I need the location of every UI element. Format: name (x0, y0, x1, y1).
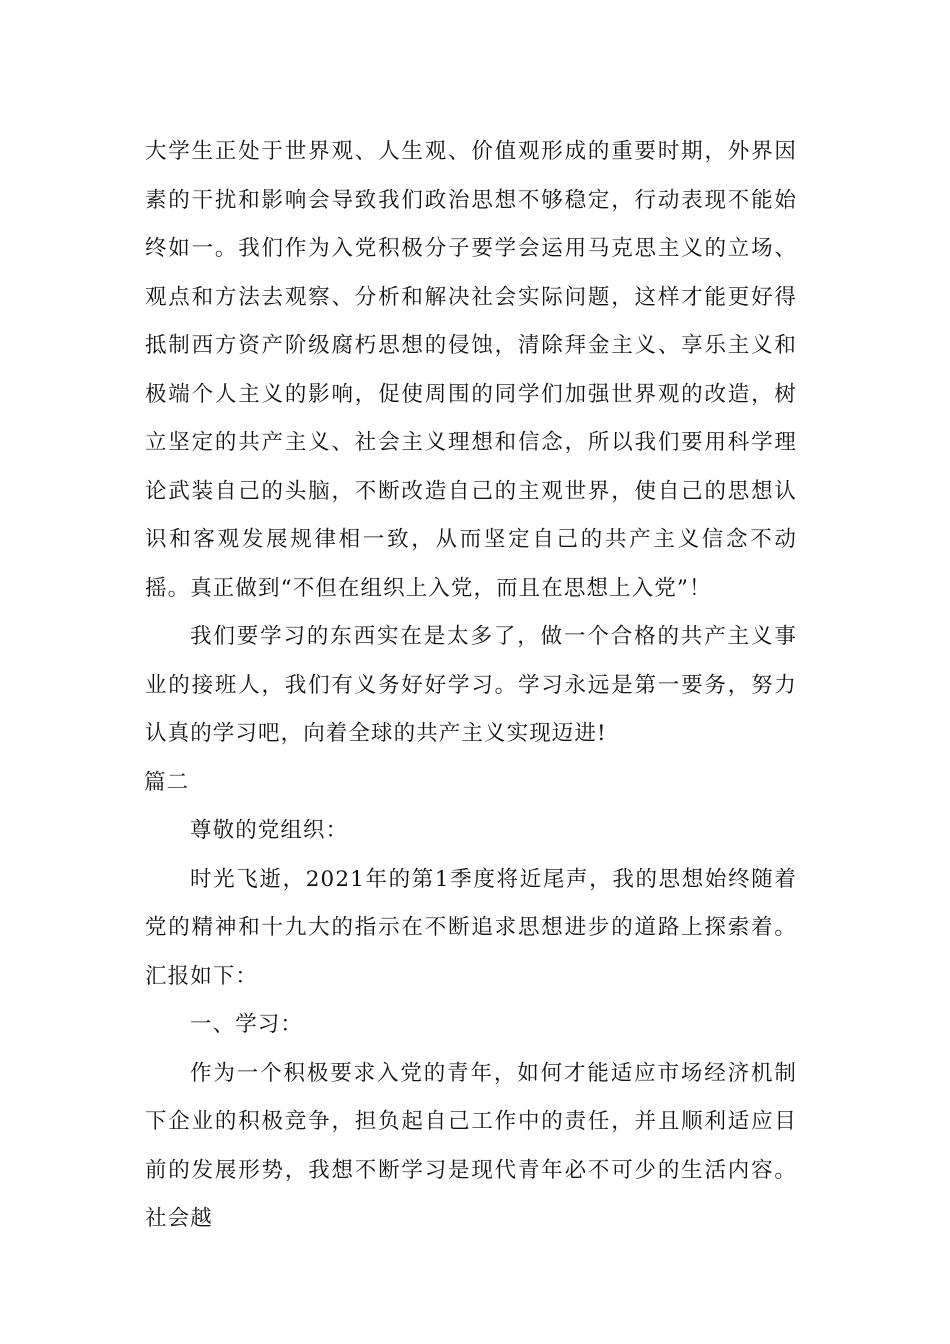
section-title: 篇二 (144, 769, 190, 795)
paragraph: 我们要学习的东西实在是太多了，做一个合格的共产主义事业的接班人，我们有义务好好学习。学习永远是第一要务，努力认真的学习吧，向着全球的共产主义实现迈进! (145, 624, 797, 746)
paragraph: 大学生正处于世界观、人生观、价值观形成的重要时期，外界因素的干扰和影响会导致我们政治思想不够稳定，行动表现不能始终如一。我们作为入党积极分子要学会运用马克思主义的立场、观点和方法去观察、分析和解决社会实际问题，这样才能更好得抵制西方资产阶级腐朽思想的侵蚀，清除拜金主义、享乐主义和极端个人主义的影响，促使周围的同学们加强世界观的改造，树立坚定的共产主义、社会主义理想和信念，所以我们要用科学理论武装自己的头脑，不断改造自己的主观世界，使自己的思想认识和客观发展规律相一致，从而坚定自己的共产主义信念不动摇。真正做到“不但在组织上入党，而且在思想上入党”！ (145, 139, 797, 601)
paragraph: 作为一个积极要求入党的青年，如何才能适应市场经济机制下企业的积极竞争，担负起自己工作中的责任，并且顺利适应目前的发展形势，我想不断学习是现代青年必不可少的生活内容。社会越 (145, 1060, 797, 1231)
section-heading: 一、学习： (190, 1012, 304, 1037)
document-body (145, 128, 797, 1244)
paragraph: 时光飞逝，2021年的第1季度将近尾声，我的思想始终随着党的精神和十九大的指示在不断追求思想进步的道路上探索着。汇报如下： (145, 866, 797, 989)
salutation: 尊敬的党组织： (190, 818, 349, 843)
